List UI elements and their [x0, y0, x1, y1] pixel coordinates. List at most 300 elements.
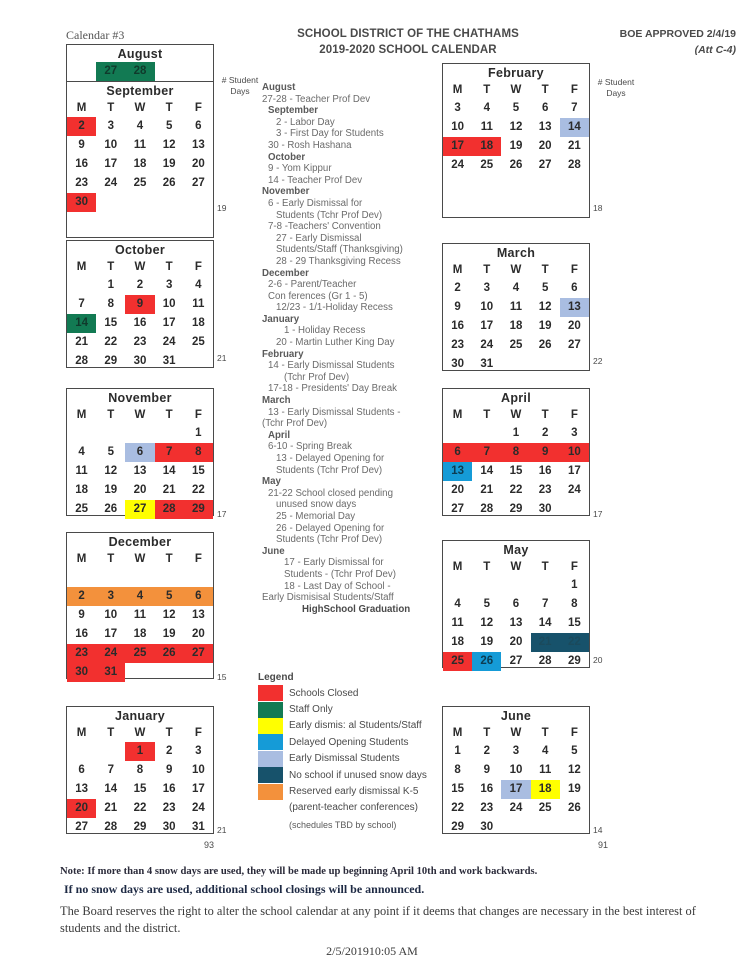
day-cell-september-23[interactable] [67, 174, 96, 193]
day-cell-june-22[interactable] [443, 799, 472, 818]
day-cell-october-21[interactable] [67, 333, 96, 352]
week-row [67, 295, 213, 314]
day-cell-february-28[interactable] [560, 156, 589, 175]
day-cell-december-18[interactable] [125, 625, 154, 644]
day-cell-empty [560, 355, 589, 374]
day-cell-march-10[interactable] [472, 298, 501, 317]
day-cell-december-19[interactable] [155, 625, 184, 644]
day-number: 11 [75, 465, 88, 477]
day-cell-april-6[interactable] [443, 443, 472, 462]
day-cell-june-5[interactable] [560, 742, 589, 761]
day-cell-november-21[interactable] [155, 481, 184, 500]
day-number: 11 [192, 298, 205, 310]
weekday-header: T [107, 409, 115, 421]
week-row [443, 317, 589, 336]
day-cell-june-12[interactable] [560, 761, 589, 780]
day-cell-october-17[interactable] [155, 314, 184, 333]
day-cell-february-3[interactable] [443, 99, 472, 118]
day-cell-february-27[interactable] [531, 156, 560, 175]
day-cell-october-3[interactable] [155, 276, 184, 295]
day-cell-april-1[interactable] [501, 424, 530, 443]
day-number: 31 [480, 358, 494, 370]
day-cell-may-1[interactable] [560, 576, 589, 595]
key-date-line: Students - (Tchr Prof Dev) [284, 568, 396, 580]
day-cell-november-25[interactable] [67, 500, 96, 519]
day-number [67, 62, 96, 81]
day-cell-march-25[interactable] [501, 336, 530, 355]
day-cell-november-14[interactable] [155, 462, 184, 481]
day-cell-may-22[interactable] [560, 633, 589, 652]
day-number: 3 [107, 120, 114, 132]
day-cell-march-9[interactable] [443, 298, 472, 317]
day-cell-january-14[interactable] [96, 780, 125, 799]
weekday-header: W [510, 84, 522, 96]
day-cell-june-3[interactable] [501, 742, 530, 761]
day-cell-september-27[interactable] [184, 174, 213, 193]
day-cell-february-19[interactable] [501, 137, 530, 156]
day-number: 5 [165, 120, 173, 132]
day-cell-april-7[interactable] [472, 443, 501, 462]
day-cell-march-2[interactable] [443, 279, 472, 298]
week-row [67, 155, 213, 174]
day-cell-september-19[interactable] [155, 155, 184, 174]
key-date-line: 14 - Teacher Prof Dev [268, 174, 363, 186]
day-cell-october-14[interactable] [67, 314, 96, 333]
day-cell-march-16[interactable] [443, 317, 472, 336]
student-days-march: 22 [593, 356, 603, 366]
student-days-february: 18 [593, 203, 603, 213]
day-cell-april-17[interactable] [560, 462, 589, 481]
calendar-october [66, 240, 214, 368]
day-cell-march-13[interactable] [560, 298, 589, 317]
day-cell-october-18[interactable] [184, 314, 213, 333]
day-number: 11 [480, 121, 493, 133]
day-cell-april-13[interactable] [443, 462, 472, 481]
key-date-line: 6 - Early Dismissal for [268, 197, 363, 209]
day-cell-march-5[interactable] [531, 279, 560, 298]
day-cell-november-4[interactable] [67, 443, 96, 462]
key-date-line: June [262, 545, 285, 557]
key-date-line: 21-22 School closed pending [268, 487, 393, 499]
key-date-line: 28 - 29 Thanksgiving Recess [276, 255, 401, 267]
day-cell-june-30[interactable] [472, 818, 501, 837]
day-cell-december-17[interactable] [96, 625, 125, 644]
day-cell-may-5[interactable] [472, 595, 501, 614]
weekday-header: W [510, 409, 522, 421]
weekday-header: F [194, 261, 202, 273]
key-date-line: March [262, 395, 291, 407]
day-cell-may-4[interactable] [443, 595, 472, 614]
day-cell-october-23[interactable] [125, 333, 154, 352]
day-cell-december-31[interactable] [96, 663, 125, 682]
day-cell-january-3[interactable] [184, 742, 213, 761]
day-cell-june-15[interactable] [443, 780, 472, 799]
day-cell-january-9[interactable] [155, 761, 184, 780]
day-cell-april-16[interactable] [531, 462, 560, 481]
key-date-line: HighSchool Graduation [302, 603, 411, 615]
day-cell-october-1[interactable] [96, 276, 125, 295]
day-number [184, 193, 213, 212]
day-cell-september-16[interactable] [67, 155, 96, 174]
day-cell-march-18[interactable] [501, 317, 530, 336]
day-cell-october-25[interactable] [184, 333, 213, 352]
boe-approved-text: BOE APPROVED 2/4/19 [619, 28, 736, 40]
day-number: 3 [512, 745, 520, 757]
day-cell-january-16[interactable] [155, 780, 184, 799]
day-cell-january-31[interactable] [184, 818, 213, 837]
weekday-header: M [452, 409, 463, 421]
day-cell-december-13[interactable] [184, 606, 213, 625]
day-cell-june-8[interactable] [443, 761, 472, 780]
legend-subnote: (parent-teacher conferences) [289, 801, 418, 813]
day-cell-december-2[interactable] [67, 587, 96, 606]
day-cell-may-26[interactable] [472, 652, 501, 671]
day-cell-june-2[interactable] [472, 742, 501, 761]
day-cell-january-1[interactable] [125, 742, 154, 761]
day-cell-june-29[interactable] [443, 818, 472, 837]
day-number: 13 [509, 617, 523, 629]
calendar-number-label: Calendar #3 [66, 28, 125, 42]
day-cell-september-25[interactable] [125, 174, 154, 193]
day-cell-june-23[interactable] [472, 799, 501, 818]
day-cell-april-24[interactable] [560, 481, 589, 500]
day-cell-april-3[interactable] [560, 424, 589, 443]
day-cell-november-28[interactable] [155, 500, 184, 519]
day-cell-april-20[interactable] [443, 481, 472, 500]
day-cell-november-11[interactable] [67, 462, 96, 481]
day-cell-june-25[interactable] [531, 799, 560, 818]
day-cell-january-6[interactable] [67, 761, 96, 780]
day-cell-june-19[interactable] [560, 780, 589, 799]
day-cell-september-30[interactable] [67, 193, 96, 212]
day-cell-december-24[interactable] [96, 644, 125, 663]
calendar-january [66, 706, 214, 834]
day-cell-june-4[interactable] [531, 742, 560, 761]
day-cell-october-2[interactable] [125, 276, 154, 295]
day-cell-empty [67, 424, 96, 443]
day-cell-june-24[interactable] [501, 799, 530, 818]
day-cell-november-5[interactable] [96, 443, 125, 462]
day-cell-october-31[interactable] [155, 352, 184, 371]
day-cell-december-30[interactable] [67, 663, 96, 682]
day-cell-march-23[interactable] [443, 336, 472, 355]
weekday-header-row [67, 99, 213, 117]
day-number: 31 [96, 663, 125, 682]
day-cell-january-22[interactable] [125, 799, 154, 818]
day-cell-september-3[interactable] [96, 117, 125, 136]
day-cell-empty [155, 568, 184, 587]
day-cell-april-10[interactable] [560, 443, 589, 462]
day-cell-august-27[interactable] [96, 62, 125, 81]
day-number: 27 [96, 62, 125, 81]
weekday-header: T [165, 409, 173, 421]
week-row [443, 652, 589, 671]
day-cell-may-13[interactable] [501, 614, 530, 633]
day-cell-may-14[interactable] [531, 614, 560, 633]
day-cell-december-11[interactable] [125, 606, 154, 625]
day-cell-december-16[interactable] [67, 625, 96, 644]
day-cell-march-12[interactable] [531, 298, 560, 317]
day-cell-march-20[interactable] [560, 317, 589, 336]
day-cell-november-29[interactable] [184, 500, 213, 519]
day-cell-february-24[interactable] [443, 156, 472, 175]
day-cell-february-4[interactable] [472, 99, 501, 118]
day-cell-june-10[interactable] [501, 761, 530, 780]
student-days-june: 14 [593, 825, 603, 835]
day-cell-november-8[interactable] [184, 443, 213, 462]
day-number: 4 [541, 745, 549, 757]
day-cell-december-3[interactable] [96, 587, 125, 606]
day-cell-april-27[interactable] [443, 500, 472, 519]
weekday-header: T [541, 84, 549, 96]
day-cell-january-21[interactable] [96, 799, 125, 818]
day-cell-september-10[interactable] [96, 136, 125, 155]
day-cell-june-11[interactable] [531, 761, 560, 780]
day-cell-june-1[interactable] [443, 742, 472, 761]
day-cell-may-6[interactable] [501, 595, 530, 614]
day-cell-february-5[interactable] [501, 99, 530, 118]
day-cell-september-4[interactable] [125, 117, 154, 136]
day-cell-june-26[interactable] [560, 799, 589, 818]
day-number: 13 [191, 609, 205, 621]
day-cell-february-12[interactable] [501, 118, 530, 137]
day-cell-may-12[interactable] [472, 614, 501, 633]
day-cell-october-24[interactable] [155, 333, 184, 352]
day-cell-october-4[interactable] [184, 276, 213, 295]
day-cell-april-23[interactable] [531, 481, 560, 500]
day-cell-january-23[interactable] [155, 799, 184, 818]
day-cell-february-6[interactable] [531, 99, 560, 118]
day-cell-october-28[interactable] [67, 352, 96, 371]
day-cell-december-23[interactable] [67, 644, 96, 663]
day-cell-september-24[interactable] [96, 174, 125, 193]
day-cell-september-12[interactable] [155, 136, 184, 155]
day-cell-april-2[interactable] [531, 424, 560, 443]
no-snow-days-note: If no snow days are used, additional school closings will be announced. [64, 882, 425, 896]
day-number [531, 818, 560, 837]
day-cell-october-30[interactable] [125, 352, 154, 371]
student-days-september: 19 [217, 203, 227, 213]
day-cell-january-8[interactable] [125, 761, 154, 780]
key-date-line: 17 - Early Dismissal for [284, 557, 384, 569]
day-cell-may-8[interactable] [560, 595, 589, 614]
day-cell-january-24[interactable] [184, 799, 213, 818]
day-cell-april-15[interactable] [501, 462, 530, 481]
day-cell-february-25[interactable] [472, 156, 501, 175]
weekday-header: F [570, 561, 578, 573]
week-row [67, 443, 213, 462]
day-cell-empty [443, 576, 472, 595]
day-cell-december-6[interactable] [184, 587, 213, 606]
day-cell-may-25[interactable] [443, 652, 472, 671]
day-cell-november-19[interactable] [96, 481, 125, 500]
day-cell-february-18[interactable] [472, 137, 501, 156]
day-cell-october-15[interactable] [96, 314, 125, 333]
day-cell-october-11[interactable] [184, 295, 213, 314]
day-cell-april-22[interactable] [501, 481, 530, 500]
day-cell-may-19[interactable] [472, 633, 501, 652]
day-cell-november-13[interactable] [125, 462, 154, 481]
day-cell-september-18[interactable] [125, 155, 154, 174]
day-cell-june-18[interactable] [531, 780, 560, 799]
day-cell-november-20[interactable] [125, 481, 154, 500]
day-number: 12 [162, 609, 176, 621]
day-cell-november-22[interactable] [184, 481, 213, 500]
day-cell-may-15[interactable] [560, 614, 589, 633]
day-cell-october-22[interactable] [96, 333, 125, 352]
day-cell-february-11[interactable] [472, 118, 501, 137]
day-number: 23 [133, 336, 147, 348]
day-number: 21 [480, 484, 494, 496]
day-cell-may-11[interactable] [443, 614, 472, 633]
day-cell-november-1[interactable] [184, 424, 213, 443]
day-cell-september-13[interactable] [184, 136, 213, 155]
day-cell-march-24[interactable] [472, 336, 501, 355]
day-cell-november-18[interactable] [67, 481, 96, 500]
day-cell-september-9[interactable] [67, 136, 96, 155]
legend-swatch-lblue [258, 751, 283, 767]
day-number: 9 [454, 301, 461, 313]
day-number: 16 [75, 158, 88, 170]
day-cell-february-13[interactable] [531, 118, 560, 137]
day-cell-may-27[interactable] [501, 652, 530, 671]
day-number: 14 [538, 617, 552, 629]
day-cell-september-5[interactable] [155, 117, 184, 136]
day-cell-february-14[interactable] [560, 118, 589, 137]
day-cell-december-25[interactable] [125, 644, 154, 663]
day-cell-september-2[interactable] [67, 117, 96, 136]
day-cell-november-7[interactable] [155, 443, 184, 462]
day-cell-june-16[interactable] [472, 780, 501, 799]
day-number [560, 818, 589, 837]
weekday-header: T [165, 261, 173, 273]
day-cell-september-26[interactable] [155, 174, 184, 193]
day-cell-may-21[interactable] [531, 633, 560, 652]
key-date-line: 14 - Early Dismissal Students [268, 360, 395, 372]
day-cell-january-28[interactable] [96, 818, 125, 837]
day-number: 25 [538, 802, 552, 814]
day-cell-october-10[interactable] [155, 295, 184, 314]
day-cell-january-29[interactable] [125, 818, 154, 837]
day-cell-january-10[interactable] [184, 761, 213, 780]
key-date-line: 9 - Yom Kippur [268, 163, 332, 175]
day-cell-june-9[interactable] [472, 761, 501, 780]
day-cell-june-17[interactable] [501, 780, 530, 799]
day-cell-november-26[interactable] [96, 500, 125, 519]
day-cell-november-12[interactable] [96, 462, 125, 481]
day-cell-february-21[interactable] [560, 137, 589, 156]
day-number: 21 [75, 336, 88, 348]
day-number: 1 [107, 279, 114, 291]
day-cell-january-15[interactable] [125, 780, 154, 799]
day-cell-november-6[interactable] [125, 443, 154, 462]
day-cell-october-16[interactable] [125, 314, 154, 333]
day-cell-march-30[interactable] [443, 355, 472, 374]
day-cell-february-10[interactable] [443, 118, 472, 137]
day-cell-may-20[interactable] [501, 633, 530, 652]
day-cell-february-7[interactable] [560, 99, 589, 118]
day-cell-march-6[interactable] [560, 279, 589, 298]
day-number: 4 [454, 598, 461, 610]
day-number: 2 [136, 279, 144, 291]
day-cell-december-4[interactable] [125, 587, 154, 606]
day-cell-october-7[interactable] [67, 295, 96, 314]
day-cell-october-29[interactable] [96, 352, 125, 371]
day-cell-september-11[interactable] [125, 136, 154, 155]
day-number: 30 [480, 821, 494, 833]
day-number: 15 [191, 465, 205, 477]
day-cell-august-28[interactable] [125, 62, 154, 81]
district-title-line2: 2019-2020 SCHOOL CALENDAR [319, 44, 497, 56]
day-cell-march-11[interactable] [501, 298, 530, 317]
day-cell-february-17[interactable] [443, 137, 472, 156]
day-cell-september-6[interactable] [184, 117, 213, 136]
day-cell-march-17[interactable] [472, 317, 501, 336]
day-cell-april-30[interactable] [531, 500, 560, 519]
day-cell-april-8[interactable] [501, 443, 530, 462]
day-cell-january-20[interactable] [67, 799, 96, 818]
weekday-header: M [76, 727, 87, 739]
day-cell-march-4[interactable] [501, 279, 530, 298]
day-number: 2 [67, 117, 96, 136]
day-cell-january-17[interactable] [184, 780, 213, 799]
day-cell-january-2[interactable] [155, 742, 184, 761]
day-cell-december-5[interactable] [155, 587, 184, 606]
student-days-april: 17 [593, 509, 603, 519]
day-cell-april-14[interactable] [472, 462, 501, 481]
day-cell-november-27[interactable] [125, 500, 154, 519]
day-cell-december-12[interactable] [155, 606, 184, 625]
day-cell-february-20[interactable] [531, 137, 560, 156]
day-number: 27 [184, 644, 213, 663]
day-cell-december-9[interactable] [67, 606, 96, 625]
day-cell-may-7[interactable] [531, 595, 560, 614]
student-days-caption-right [588, 77, 644, 99]
day-number: 27 [191, 177, 205, 189]
day-cell-september-17[interactable] [96, 155, 125, 174]
day-cell-november-15[interactable] [184, 462, 213, 481]
week-row [67, 314, 213, 333]
day-cell-december-10[interactable] [96, 606, 125, 625]
day-cell-may-18[interactable] [443, 633, 472, 652]
day-cell-september-20[interactable] [184, 155, 213, 174]
weekday-header: F [570, 84, 578, 96]
day-cell-january-7[interactable] [96, 761, 125, 780]
day-cell-march-3[interactable] [472, 279, 501, 298]
day-cell-october-9[interactable] [125, 295, 154, 314]
day-cell-december-27[interactable] [184, 644, 213, 663]
day-cell-february-26[interactable] [501, 156, 530, 175]
day-cell-may-29[interactable] [560, 652, 589, 671]
day-cell-may-28[interactable] [531, 652, 560, 671]
day-cell-january-30[interactable] [155, 818, 184, 837]
day-cell-march-26[interactable] [531, 336, 560, 355]
day-cell-january-13[interactable] [67, 780, 96, 799]
day-cell-october-8[interactable] [96, 295, 125, 314]
day-cell-march-27[interactable] [560, 336, 589, 355]
day-cell-march-19[interactable] [531, 317, 560, 336]
month-title-february: February [488, 66, 544, 80]
day-cell-april-28[interactable] [472, 500, 501, 519]
day-cell-april-21[interactable] [472, 481, 501, 500]
day-cell-april-29[interactable] [501, 500, 530, 519]
day-cell-march-31[interactable] [472, 355, 501, 374]
day-cell-january-27[interactable] [67, 818, 96, 837]
day-cell-april-9[interactable] [531, 443, 560, 462]
day-cell-december-26[interactable] [155, 644, 184, 663]
weekday-header: T [483, 409, 491, 421]
day-cell-december-20[interactable] [184, 625, 213, 644]
